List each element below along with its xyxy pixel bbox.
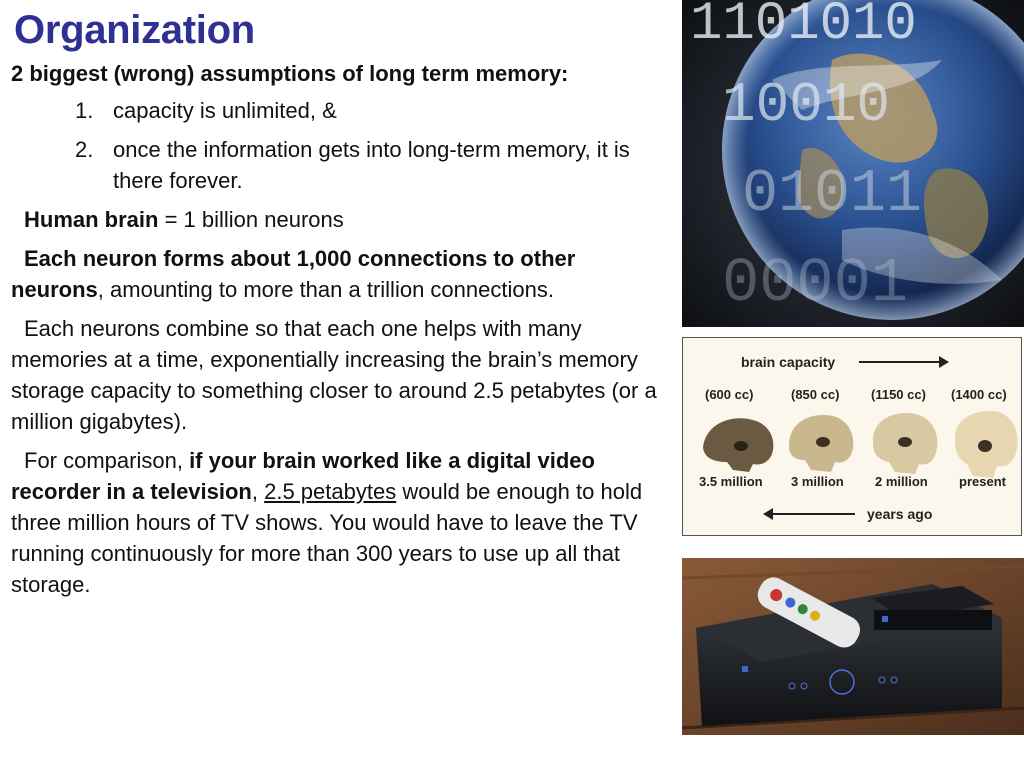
skull-icon xyxy=(955,411,1018,478)
comparison-paragraph xyxy=(11,445,671,600)
neuron-paragraph xyxy=(11,243,671,305)
binary-digits-row: 1101010 xyxy=(690,0,917,55)
skull-age-label: 2 million xyxy=(875,474,928,489)
brain-capacity-image xyxy=(682,337,1022,536)
binary-digits-row: 01011 xyxy=(742,161,923,229)
comparison-lead: For comparison, xyxy=(24,448,190,473)
arrow-right-head-icon xyxy=(939,356,949,368)
human-brain-label: Human brain xyxy=(24,207,159,232)
globe-binary-image xyxy=(682,0,1024,327)
combine-paragraph xyxy=(11,313,671,437)
skull-cc-label: (1150 cc) xyxy=(871,387,926,402)
combine-text: Each neurons combine so that each one helps with many memories at a time, exponentially increasing the brain’s memory storage capacity to something closer to around 2.5 petabytes (or a million gigabytes). xyxy=(11,316,657,434)
list-item xyxy=(11,95,671,126)
list-number: 1. xyxy=(75,98,94,123)
human-brain-paragraph xyxy=(11,204,671,235)
assumptions-list xyxy=(11,95,671,196)
list-item-text: capacity is unlimited, & xyxy=(113,98,337,123)
skull-cc-label: (1400 cc) xyxy=(951,387,1007,402)
binary-digits-row: 10010 xyxy=(722,73,891,137)
slide-body xyxy=(11,58,671,600)
years-ago-label: years ago xyxy=(867,506,933,522)
slide-title: Organization xyxy=(14,8,255,52)
skull-age-label: 3.5 million xyxy=(699,474,763,489)
assumptions-heading xyxy=(0,58,671,89)
comparison-comma: , xyxy=(251,479,265,504)
assumptions-heading-text: 2 biggest (wrong) assumptions of long term memory: xyxy=(11,61,569,86)
list-item-text: once the information gets into long-term memory, it is there forever. xyxy=(113,137,630,193)
skull-age-label: present xyxy=(959,474,1006,489)
petabytes-link[interactable]: 2.5 petabytes xyxy=(264,479,397,504)
comparison-rest: would be enough to hold three million hours of TV shows. You would have to leave the TV running continuously for more than 300 years to use up all that storage. xyxy=(11,479,643,597)
skull-icon xyxy=(703,418,773,472)
list-item xyxy=(11,134,671,196)
neuron-bold-text: Each neuron forms about 1,000 connections to other neurons xyxy=(11,246,576,302)
comparison-bold: if your brain worked like a digital video recorder in a television xyxy=(11,448,595,504)
skull-cc-label: (850 cc) xyxy=(791,387,840,402)
dvr-image xyxy=(682,558,1024,735)
neuron-rest-text: , amounting to more than a trillion connections. xyxy=(97,277,554,302)
skull-icon xyxy=(873,413,937,474)
skull-icon xyxy=(789,415,853,472)
human-brain-value: = 1 billion neurons xyxy=(158,207,344,232)
brain-capacity-label: brain capacity xyxy=(741,354,836,370)
binary-digits-row: 00001 xyxy=(722,248,909,319)
skull-cc-label: (600 cc) xyxy=(705,387,754,402)
list-number: 2. xyxy=(75,137,94,162)
skull-age-label: 3 million xyxy=(791,474,844,489)
